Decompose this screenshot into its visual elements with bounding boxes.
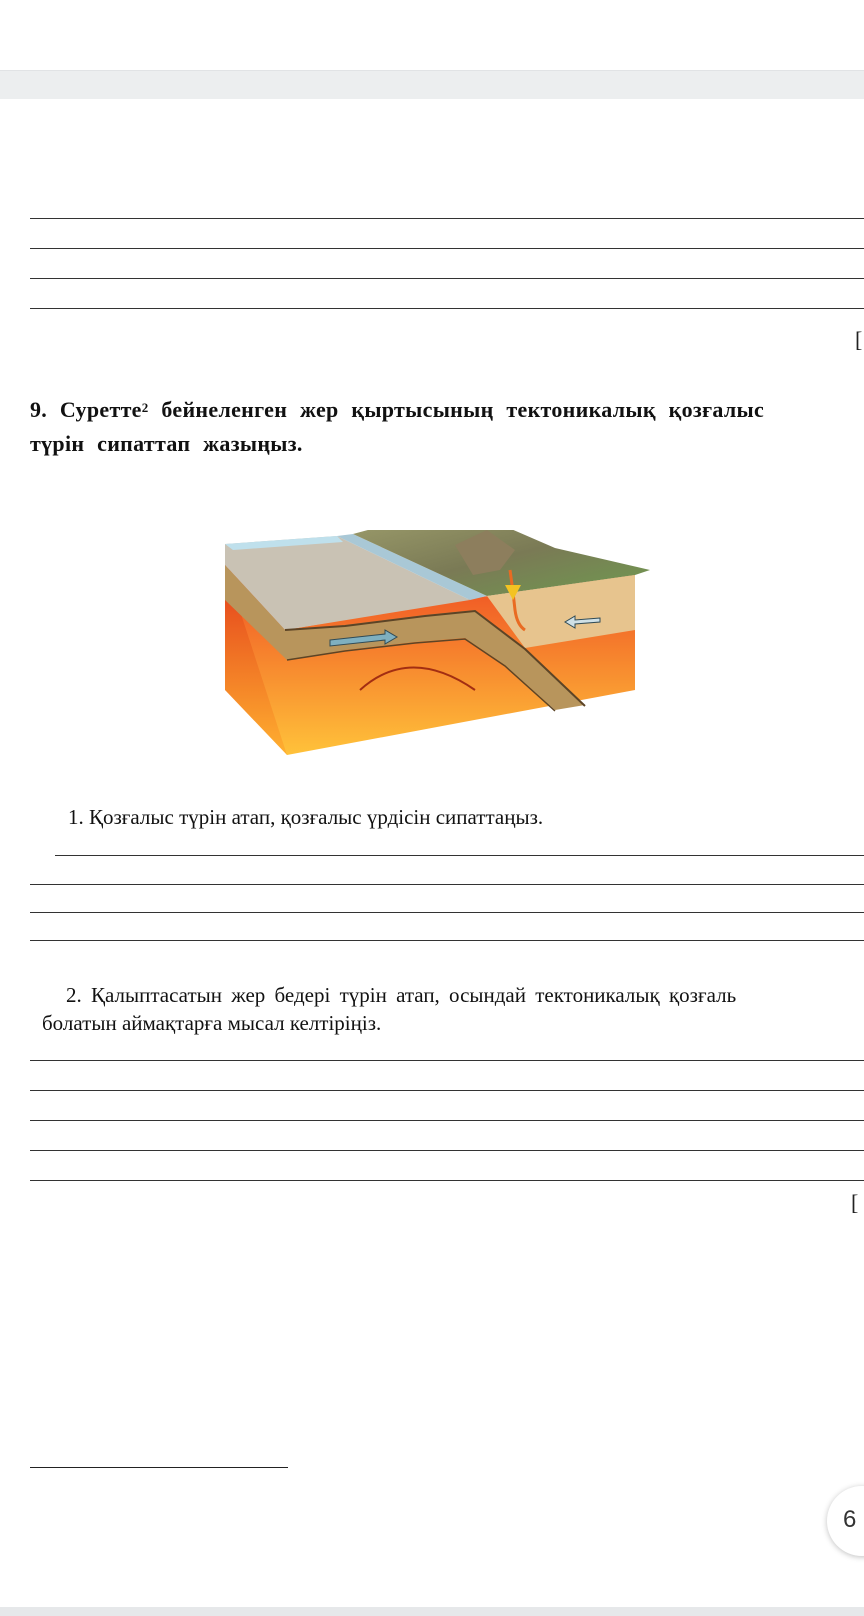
- page-number-badge[interactable]: [827, 1486, 864, 1556]
- question-lead: Суретте: [59, 397, 142, 422]
- marks-bracket: [: [855, 327, 863, 352]
- question-line2: түрін сипаттап жазыңыз.: [30, 431, 303, 456]
- answer-line[interactable]: [30, 1060, 864, 1061]
- page-number: 6: [843, 1506, 857, 1533]
- tectonic-subduction-figure: [225, 530, 675, 785]
- sub-question-2-line2: болатын аймақтарға мысал келтіріңіз.: [42, 1011, 382, 1035]
- footnote-ref: 2: [141, 400, 149, 415]
- answer-line[interactable]: [30, 218, 864, 219]
- answer-line[interactable]: [30, 308, 864, 309]
- question-rest: бейнеленген жер қыртысының тектоникалық қозғалыс: [161, 397, 765, 422]
- answer-line[interactable]: [30, 1150, 864, 1151]
- top-toolbar-strip: [0, 70, 864, 99]
- answer-line[interactable]: [30, 278, 864, 279]
- answer-line[interactable]: [30, 248, 864, 249]
- sub-question-2-line1: 2. Қалыптасатын жер бедері түрін атап, осындай тектоникалық қозғаль: [66, 983, 737, 1007]
- answer-line[interactable]: [55, 855, 864, 856]
- question-number: 9.: [30, 397, 48, 422]
- sub-question-1: 1. Қозғалыс түрін атап, қозғалыс үрдісін сипаттаңыз.: [68, 805, 544, 829]
- answer-line[interactable]: [30, 1090, 864, 1091]
- answer-line[interactable]: [30, 884, 864, 885]
- answer-line[interactable]: [30, 1180, 864, 1181]
- answer-line[interactable]: [30, 1120, 864, 1121]
- answer-line[interactable]: [30, 940, 864, 941]
- footnote-separator: [30, 1467, 288, 1468]
- answer-line[interactable]: [30, 912, 864, 913]
- question-9-text: [30, 393, 864, 461]
- marks-bracket: [: [851, 1190, 859, 1215]
- bottom-scroll-strip: [0, 1607, 864, 1616]
